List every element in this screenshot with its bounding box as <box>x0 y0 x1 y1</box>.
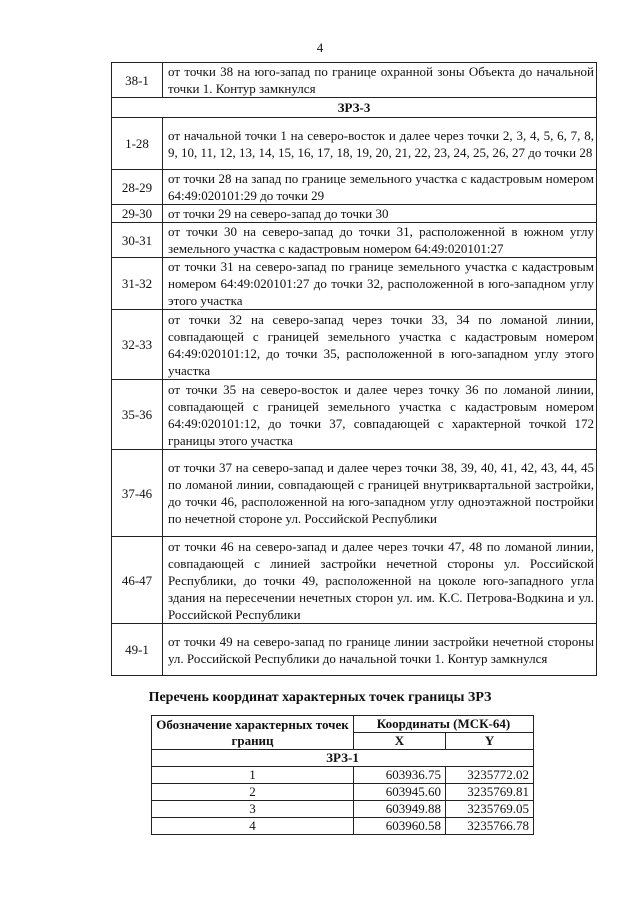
x-coordinate: 603949.88 <box>354 801 446 818</box>
table-row <box>112 258 597 310</box>
coordinate-row <box>152 818 534 835</box>
y-coordinate: 3235766.78 <box>446 818 534 835</box>
segment-description: от точки 32 на северо-запад через точки 33, 34 по ломаной линии, совпадающей с границей земельного участка с кадастровым номером 64:49:020101:12, до точки 35, расположенной в юго-западном углу этого участка <box>163 310 597 380</box>
x-column-header: X <box>354 733 446 750</box>
segment-description: от точки 28 на запад по границе земельного участка с кадастровым номером 64:49:020101:29 до точки 29 <box>163 170 597 205</box>
table-row <box>112 310 597 380</box>
segment-label: 38-1 <box>112 63 163 98</box>
segment-description: от точки 31 на северо-запад по границе земельного участка с кадастровым номером 64:49:020101:27 до точки 32, расположенной в юго-западном углу этого участка <box>163 258 597 310</box>
segment-description: от точки 49 на северо-запад по границе линии застройки нечетной стороны ул. Российской Республики до начальной точки 1. Контур замкнулся <box>163 624 597 676</box>
table-row <box>112 380 597 450</box>
segment-label: 35-36 <box>112 380 163 450</box>
segment-label: 37-46 <box>112 450 163 537</box>
x-coordinate: 603960.58 <box>354 818 446 835</box>
points-column-header: Обозначение характерных точек границ <box>152 716 354 750</box>
segment-label: 46-47 <box>112 537 163 624</box>
coordinates-header-row <box>152 716 534 733</box>
segment-label: 29-30 <box>112 205 163 223</box>
segment-label: 30-31 <box>112 223 163 258</box>
coordinate-row <box>152 767 534 784</box>
segment-label: 32-33 <box>112 310 163 380</box>
table-row <box>112 63 597 98</box>
segment-description: от точки 37 на северо-запад и далее через точки 38, 39, 40, 41, 42, 43, 44, 45 по ломаной линии, совпадающей с границей внутриквартальной застройки, до точки 46, расположенной на юго-западном углу одноэтажной постройки по нечетной стороне ул. Российской Республики <box>163 450 597 537</box>
segment-description: от точки 35 на северо-восток и далее через точку 36 по ломаной линии, совпадающей с границей земельного участка с кадастровым номером 64:49:020101:12, до точки 37, совпадающей с характерной точкой 172 границы этого участка <box>163 380 597 450</box>
table-row <box>112 118 597 170</box>
coordinates-table <box>151 715 534 835</box>
y-coordinate: 3235769.05 <box>446 801 534 818</box>
segment-description: от точки 30 на северо-запад до точки 31, расположенной в южном углу земельного участка с кадастровым номером 64:49:020101:27 <box>163 223 597 258</box>
segment-description: от точки 38 на юго-запад по границе охранной зоны Объекта до начальной точки 1. Контур замкнулся <box>163 63 597 98</box>
y-column-header: Y <box>446 733 534 750</box>
y-coordinate: 3235772.02 <box>446 767 534 784</box>
segment-label: 28-29 <box>112 170 163 205</box>
coordinates-column-header: Координаты (МСК-64) <box>354 716 534 733</box>
table-row <box>112 624 597 676</box>
table-row <box>112 170 597 205</box>
table-row <box>112 205 597 223</box>
page-number: 4 <box>316 40 324 55</box>
table-row <box>112 537 597 624</box>
y-coordinate: 3235769.81 <box>446 784 534 801</box>
boundary-description-table <box>111 62 597 676</box>
coordinate-row <box>152 784 534 801</box>
segment-label: 31-32 <box>112 258 163 310</box>
point-number: 1 <box>152 767 354 784</box>
zone-row <box>152 750 534 767</box>
coordinate-row <box>152 801 534 818</box>
x-coordinate: 603936.75 <box>354 767 446 784</box>
zone-label: ЗРЗ-3 <box>112 98 597 118</box>
segment-label: 49-1 <box>112 624 163 676</box>
segment-description: от точки 29 на северо-запад до точки 30 <box>163 205 597 223</box>
table-row <box>112 450 597 537</box>
zone-label: ЗРЗ-1 <box>152 750 534 767</box>
point-number: 2 <box>152 784 354 801</box>
segment-description: от начальной точки 1 на северо-восток и далее через точки 2, 3, 4, 5, 6, 7, 8, 9, 10, 11, 12, 13, 14, 15, 16, 17, 18, 19, 20, 21, 22, 23, 24, 25, 26, 27 до точки 28 <box>163 118 597 170</box>
point-number: 3 <box>152 801 354 818</box>
segment-label: 1-28 <box>112 118 163 170</box>
point-number: 4 <box>152 818 354 835</box>
x-coordinate: 603945.60 <box>354 784 446 801</box>
table-row <box>112 223 597 258</box>
coordinates-list-title: Перечень координат характерных точек границы ЗРЗ <box>148 690 492 705</box>
zone-row <box>112 98 597 118</box>
segment-description: от точки 46 на северо-запад и далее через точки 47, 48 по ломаной линии, совпадающей с линией застройки нечетной стороны ул. Российской Республики, до точки 49, расположенной на цоколе юго-западного угла здания на пересечении нечетных сторон ул. им. К.С. Петрова-Водкина и ул. Российской Республики <box>163 537 597 624</box>
